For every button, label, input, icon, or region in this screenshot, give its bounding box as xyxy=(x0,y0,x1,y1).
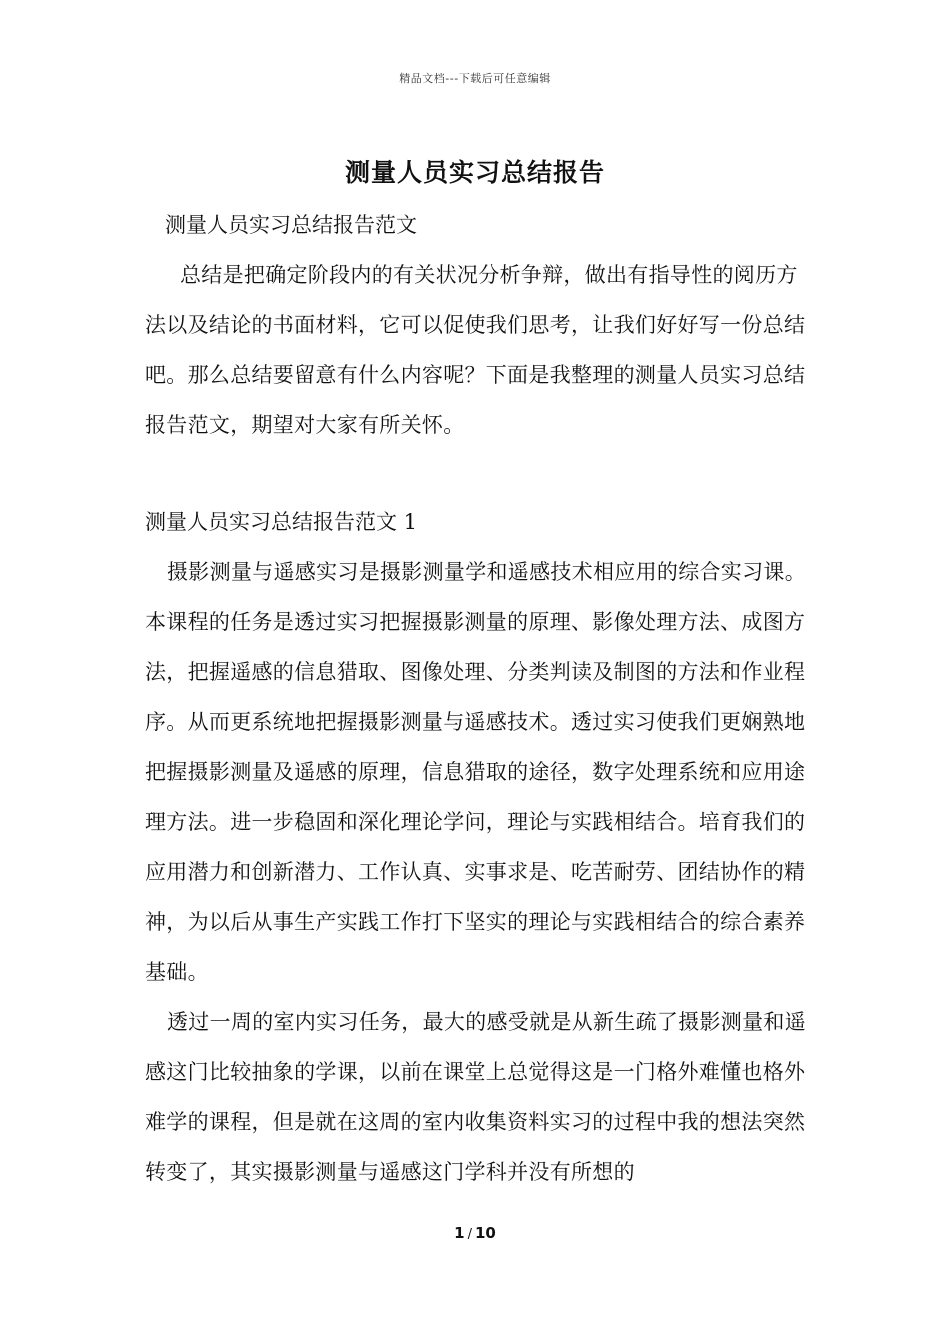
total-pages-number: 10 xyxy=(474,1224,496,1242)
body-paragraph-2: 透过一周的室内实习任务，最大的感受就是从新生疏了摄影测量和遥感这门比较抽象的学课，以前在课堂上总觉得这是一门格外难懂也格外难学的课程，但是就在这周的室内收集资料实习的过程中我的想法突然转变了，其实摄影测量与遥感这门学科并没有所想的 xyxy=(145,1010,806,1184)
section-heading: 测量人员实习总结报告范文 1 xyxy=(145,510,418,534)
document-subtitle: 测量人员实习总结报告范文 xyxy=(165,213,417,237)
intro-paragraph: 总结是把确定阶段内的有关状况分析争辩，做出有指导性的阅历方法以及结论的书面材料，它可以促使我们思考，让我们好好写一份总结吧。那么总结要留意有什么内容呢？下面是我整理的测量人员实习总结报告范文，期望对大家有所关怀。 xyxy=(145,263,806,437)
page-header: 精品文档---下载后可任意编辑 xyxy=(399,72,551,85)
page-number xyxy=(0,1224,950,1242)
page-separator: / xyxy=(467,1227,472,1242)
current-page-number: 1 xyxy=(454,1224,465,1242)
body-paragraph-1: 摄影测量与遥感实习是摄影测量学和遥感技术相应用的综合实习课。本课程的任务是透过实习把握摄影测量的原理、影像处理方法、成图方法，把握遥感的信息猎取、图像处理、分类判读及制图的方法和作业程序。从而更系统地把握摄影测量与遥感技术。透过实习使我们更娴熟地把握摄影测量及遥感的原理，信息猎取的途径，数字处理系统和应用途理方法。进一步稳固和深化理论学问，理论与实践相结合。培育我们的应用潜力和创新潜力、工作认真、实事求是、吃苦耐劳、团结协作的精神，为以后从事生产实践工作打下坚实的理论与实践相结合的综合素养基础。 xyxy=(145,560,806,984)
document-title: 测量人员实习总结报告 xyxy=(344,158,605,187)
